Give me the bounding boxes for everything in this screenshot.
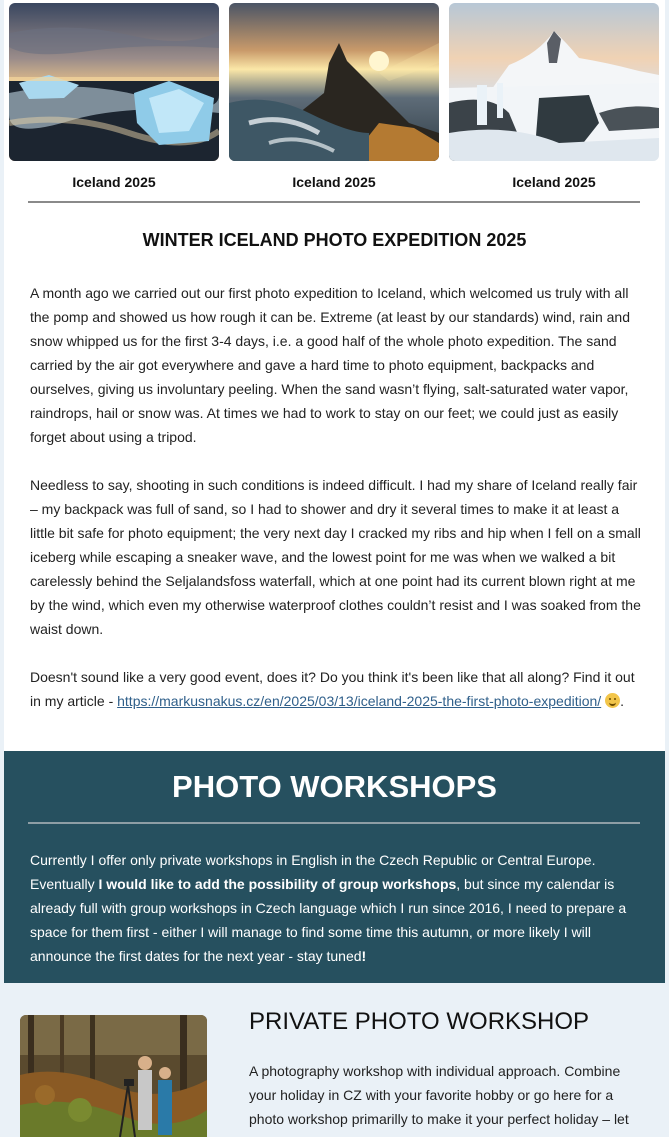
- mountain-waterfall-photo-icon[interactable]: [449, 3, 659, 161]
- workshops-title: PHOTO WORKSHOPS: [172, 769, 497, 804]
- expedition-paragraph: Needless to say, shooting in such conditions is indeed difficult. I had my share of Iceland really fair – my backpack was full of sand, so I had to shower and dry it several times to make it at least a little bit safe for photo equipment; the very next day I cracked my ribs and hip when I fell on a small iceberg while escaping a sneaker wave, and the lowest point for me was when we walked a bit carelessly behind the Seljalandsfoss waterfall, which at one point had its current blown right at me by the wind, which even my otherwise waterproof clothes couldn’t resist and I was soaked from the waist down.: [30, 477, 641, 637]
- expedition-title: WINTER ICELAND PHOTO EXPEDITION 2025: [142, 230, 527, 250]
- paragraph-text: Doesn't sound like a very good event, does it? Do you think it's been like that all along? Find it out in my article -: [30, 669, 635, 709]
- smile-emoji-icon: [605, 693, 620, 708]
- gallery-caption: Iceland 2025: [72, 174, 156, 190]
- private-workshop-title: PRIVATE PHOTO WORKSHOP: [249, 1008, 590, 1035]
- expedition-paragraph: [30, 665, 642, 713]
- divider: [28, 822, 640, 824]
- paragraph-text: Currently I offer only private workshops in English in the Czech Republic or Central Europe. Eventually: [30, 852, 596, 892]
- expedition-paragraph: A month ago we carried out our first photo expedition to Iceland, which welcomed us truly with all the pomp and showed us how rough it can be. Extreme (at least by our standards) wind, rain and snow whipped us for the first 3-4 days, i.e. a good half of the whole photo expedition. The sand carried by the air got everywhere and gave a hard time to photo equipment, backpacks and ourselves, giving us involuntary peeling. When the sand wasn’t flying, salt-saturated water vapor, raindrops, hail or snow was. At times we had to work to stay on our feet; we could just as easily forget about using a tripod.: [30, 285, 631, 445]
- photo-gallery: [9, 3, 660, 193]
- divider: [28, 201, 640, 203]
- paragraph-text: , but since my calendar is already full with group workshops in Czech language which I run since 2016, I need to prepare a space for them first - either I will manage to find some time this autumn, or more likely I will announce the first dates for the next year - stay tuned: [30, 876, 627, 964]
- private-workshop-paragraph: A photography workshop with individual approach. Combine your holiday in CZ with your favorite hobby or go here for a photo workshop primarilly to make it your perfect holiday – let: [249, 1063, 629, 1127]
- forest-photographers-photo-icon[interactable]: [20, 1015, 207, 1137]
- paragraph-text: .: [620, 693, 624, 709]
- gallery-caption: Iceland 2025: [292, 174, 376, 190]
- workshops-section: [4, 751, 665, 983]
- gallery-caption: Iceland 2025: [512, 174, 596, 190]
- paragraph-bold-text: I would like to add the possibility of group workshops: [98, 876, 457, 892]
- gallery-item[interactable]: [9, 3, 219, 190]
- workshops-paragraph: [30, 848, 638, 968]
- article-link[interactable]: https://markusnakus.cz/en/2025/03/13/iceland-2025-the-first-photo-expedition/: [117, 693, 602, 709]
- ice-beach-photo-icon[interactable]: [9, 3, 219, 161]
- paragraph-bold-text: !: [361, 948, 367, 964]
- coast-sunset-photo-icon[interactable]: [229, 3, 439, 161]
- gallery-item[interactable]: [449, 3, 659, 190]
- gallery-item[interactable]: [229, 3, 439, 190]
